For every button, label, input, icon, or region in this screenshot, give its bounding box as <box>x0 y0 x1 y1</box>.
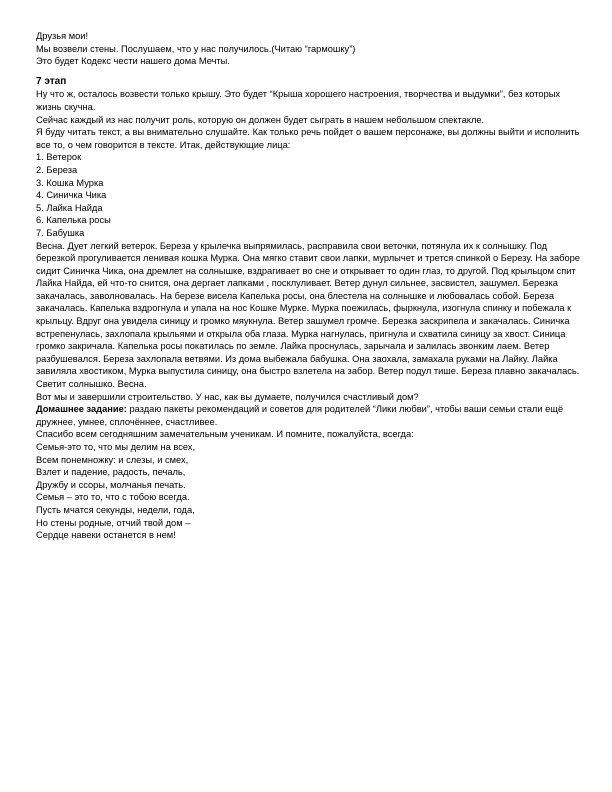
paragraph-instructions: Я буду читать текст, а вы внимательно слушайте. Как только речь пойдет о вашем персонаже, вы должны выйти и исполнить все то, о чем говорится в тексте. Итак, действующие лица: <box>36 127 580 150</box>
poem-line: Но стены родные, отчий твой дом – <box>36 517 191 528</box>
list-item: 7. Бабушка <box>36 227 85 238</box>
poem-line: Пусть мчатся секунды, недели, года, <box>36 504 195 515</box>
homework-label: Домашнее задание: <box>36 404 127 415</box>
intro-block <box>36 30 581 68</box>
poem-line: Семья – это то, что с тобою всегда. <box>36 492 190 503</box>
paragraph-question: Вот мы и завершили строительство. У нас, как вы думаете, получился счастливый дом? <box>36 391 419 402</box>
poem-line: Взлет и падение, радость, печаль, <box>36 467 186 478</box>
intro-line: Это будет Кодекс чести нашего дома Мечты. <box>36 56 230 67</box>
poem-line: Сердце навеки останется в нем! <box>36 530 176 541</box>
intro-line: Мы возвели стены. Послушаем, что у нас получилось.(Читаю “гармошку”) <box>36 43 356 54</box>
paragraph-roof: Ну что ж, осталось возвести только крышу. Это будет “Крыша хорошего настроения, творчества и выдумки”, без которых жизнь скучна. <box>36 89 561 112</box>
homework-text: раздаю пакеты рекомендаций и советов для родителей “Лики любви”, чтобы ваши семьи стали ещё дружнее, умнее, сплочённее, счастливее. <box>36 404 564 427</box>
poem-line: Семья-это то, что мы делим на всех, <box>36 442 196 452</box>
roles-list <box>36 151 581 239</box>
poem-line: Дружбу и ссоры, молчанья печать. <box>36 479 186 490</box>
list-item: 5. Лайка Найда <box>36 202 103 213</box>
intro-line: Друзья мои! <box>36 31 89 41</box>
paragraph-roles-intro: Сейчас каждый из нас получит роль, которую он должен будет сыграть в нашем небольшом спектакле. <box>36 114 485 125</box>
paragraph-thanks: Спасибо всем сегодняшним замечательным ученикам. И помните, пожалуйста, всегда: <box>36 429 414 440</box>
homework-paragraph <box>36 403 581 428</box>
story-paragraph: Весна. Дует легкий ветерок. Береза у крылечка выпрямилась, расправила свои веточки, потянула их к солнышку. Под березкой прогуливается ленивая кошка Мурка. Она мягко ставит свои лапки, мурлычет и трется спинкой о Березу. На заборе сидит Синичка Чика, она дремлет на солнышке, вздрагивает во сне и открывает то один глаз, то другой. Под крыльцом спит Лайка Найда, ей что-то снится, она дергает лапками , посклуливает. Ветер дунул сильнее, засвистел, зашумел. Березка закачалась, заволновалась. На березе висела Капелька росы, она блестела на солнышке и любовалась собой. Береза закачалась. Капелька вздрогнула и упала на нос Кошке Мурке. Мурка поежилась, фыркнула, изогнула спинку и побежала к крыльцу. Вдруг она увидела синицу и громко мяукнула. Ветер зашумел громче. Березка заскрипела и закачалась. Синичка встрепенулась, захлопала крыльями и открыла оба глаза. Мурка нагнулась, пригнула и схватила синицу за хвост. Синица громко закричала. Капелька росы покатилась по земле. Лайка проснулась, зарычала и залилась звонким лаем. Ветер разбушевался. Береза захлопала ветвями. Из дома выбежала бабушка. Она заохала, замахала руками на Лайку. Лайка завиляла хвостиком, Мурка выпустила синицу, она быстро взлетела на забор. Ветер подул тише. Береза плавно закачалась. Светит солнышко. Весна. <box>36 240 580 390</box>
list-item: 3. Кошка Мурка <box>36 177 104 188</box>
document-page <box>36 30 581 542</box>
poem <box>36 441 581 542</box>
list-item: 2. Береза <box>36 164 78 175</box>
poem-line: Всем понемножку: и слезы, и смех, <box>36 454 189 465</box>
section-heading: 7 этап <box>36 75 67 87</box>
list-item: 4. Синичка Чика <box>36 190 107 201</box>
list-item: 1. Ветерок <box>36 152 82 163</box>
list-item: 6. Капелька росы <box>36 215 111 226</box>
